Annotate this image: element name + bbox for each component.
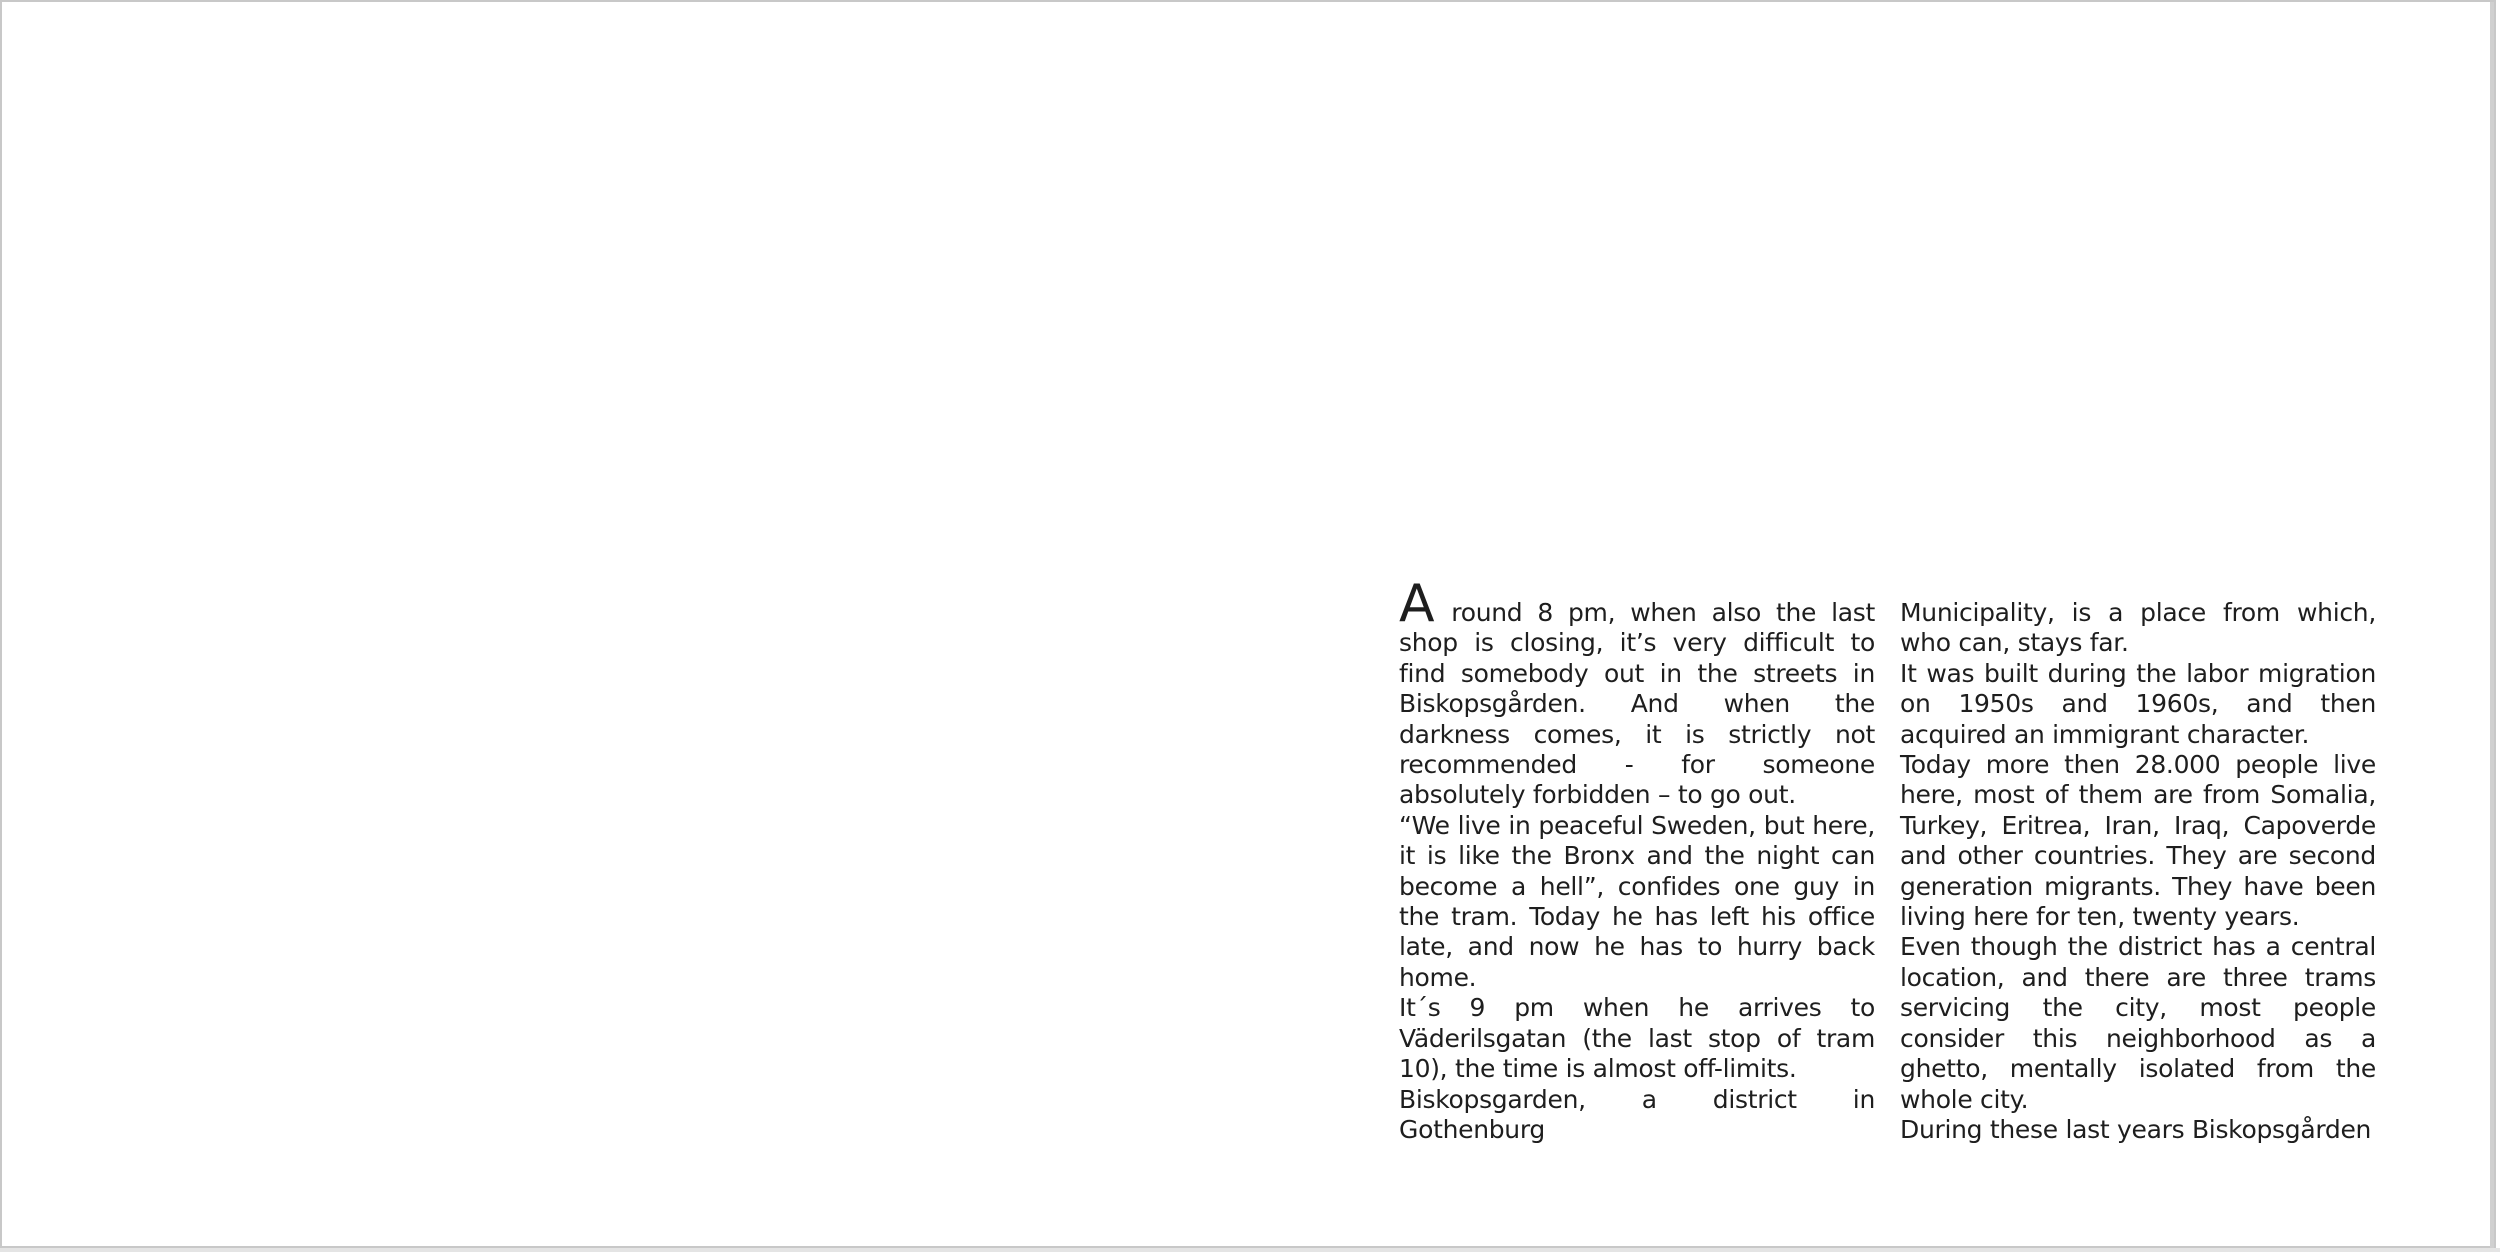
article-paragraph — [1399, 574, 1875, 811]
drop-cap: A — [1399, 574, 1435, 634]
page-shadow — [0, 1248, 2500, 1252]
article-paragraph: During these last years Biskopsgården — [1900, 1114, 2372, 1144]
article-column-left — [1399, 574, 1875, 1145]
page-edge — [2490, 2, 2494, 1250]
article-column-right — [1900, 598, 2376, 1145]
article-paragraph: “We live in peaceful Sweden, but here, it is like the Bronx and the night can become a hell”, confides one guy in the tram. Today he has left his office late, and now he has to hurry back home. — [1399, 810, 1875, 992]
article-paragraph: Municipality, is a place from which, who can, stays far. — [1900, 598, 2376, 658]
article-paragraph: It was built during the labor migration on 1950s and 1960s, and then acquired an immigrant character. — [1900, 658, 2376, 749]
article-paragraph: Even though the district has a central location, and there are three trams servicing the city, most people consider this neighborhood as a ghetto, mentally isolated from the whole city. — [1900, 932, 2376, 1114]
paragraph-text: round 8 pm, when also the last shop is closing, it’s very difficult to find somebody out in the streets in Biskopsgården. And when the darkness comes, it is strictly not recommended - for someone absolutely forbidden – to go out. — [1399, 598, 1875, 810]
article-paragraph: Today more then 28.000 people live here, most of them are from Somalia, Turkey, Eritrea, Iran, Iraq, Capoverde and other countries. They are second generation migrants. They have been living here for ten, twenty years. — [1900, 750, 2376, 932]
article-paragraph: Biskopsgarden, a district in Gothenburg — [1399, 1084, 1875, 1144]
article-paragraph: It´s 9 pm when he arrives to Väderilsgatan (the last stop of tram 10), the time is almost off-limits. — [1399, 993, 1875, 1084]
